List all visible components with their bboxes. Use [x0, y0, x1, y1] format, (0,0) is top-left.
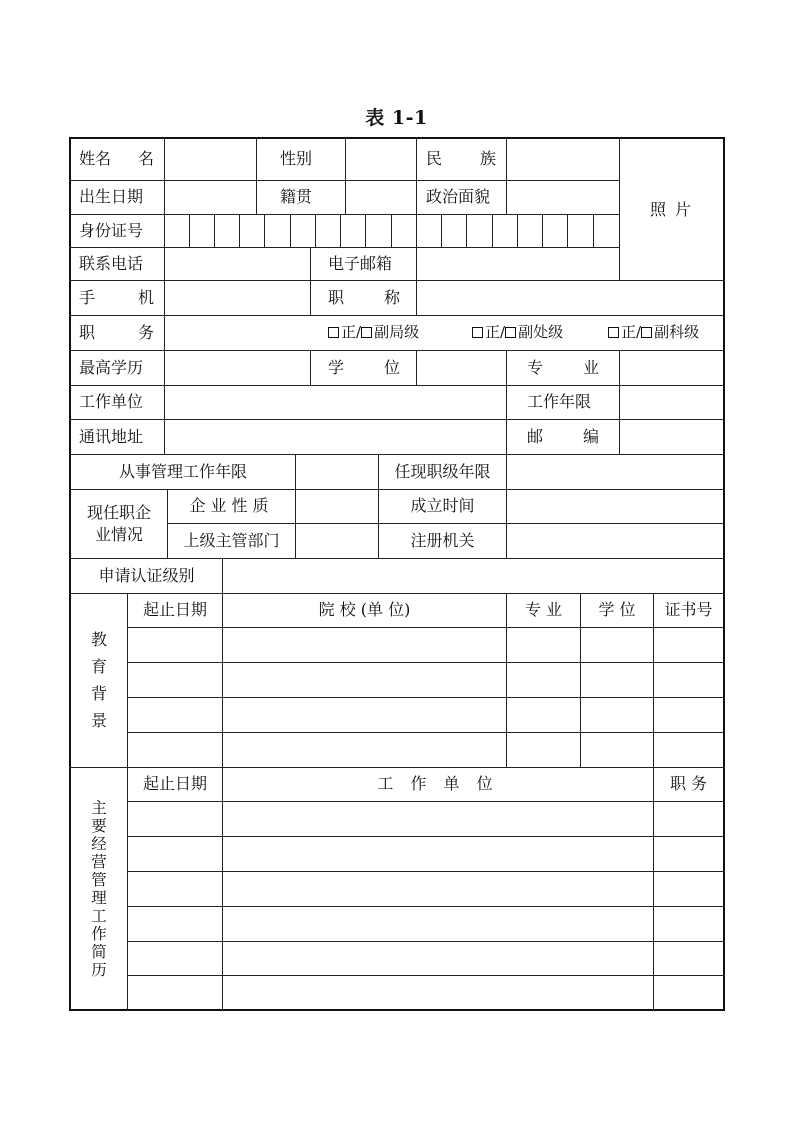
checkbox-icon[interactable]: [361, 327, 372, 338]
label-postcode: 邮 编: [527, 426, 599, 446]
checkbox-icon[interactable]: [505, 327, 516, 338]
label-email: 电子邮箱: [328, 253, 393, 273]
work-row-3[interactable]: [128, 872, 723, 906]
label-address: 通讯地址: [79, 426, 144, 446]
work-row-5[interactable]: [128, 942, 723, 975]
education-section-label: 教 育 背 景: [90, 629, 107, 730]
label-education: 最高学历: [79, 357, 144, 377]
checkbox-icon[interactable]: [608, 327, 619, 338]
label-mgmt-years: 从事管理工作年限: [118, 461, 247, 481]
founded-field[interactable]: [507, 490, 723, 523]
label-founded: 成立时间: [410, 496, 475, 515]
work-header-position: 职 务: [669, 774, 708, 793]
work-row-6[interactable]: [128, 976, 723, 1009]
edu-header-cert: 证书号: [664, 600, 713, 619]
checkbox-icon[interactable]: [328, 327, 339, 338]
label-superior-dept: 上级主管部门: [183, 530, 280, 550]
label-major: 专 业: [527, 357, 599, 377]
label-rank-years: 任现职级年限: [394, 461, 491, 481]
label-birth-date: 出生日期: [79, 187, 144, 206]
major-field[interactable]: [620, 351, 723, 385]
work-row-4[interactable]: [128, 907, 723, 941]
position-option-bureau[interactable]: 正/ 副局级: [328, 315, 468, 350]
native-place-field[interactable]: [346, 181, 415, 214]
email-field[interactable]: [417, 248, 618, 280]
photo-box[interactable]: [620, 139, 723, 280]
position-option-division[interactable]: 正/ 副处级: [472, 315, 602, 350]
birth-date-field[interactable]: [165, 181, 255, 214]
form-title: 表 1-1: [365, 107, 428, 129]
degree-field[interactable]: [417, 351, 505, 385]
edu-header-degree: 学 位: [598, 600, 636, 619]
ethnicity-field[interactable]: [507, 138, 618, 180]
label-employer: 工作单位: [79, 392, 144, 411]
edu-header-dates: 起止日期: [142, 600, 207, 619]
phone-field[interactable]: [165, 248, 309, 280]
postcode-field[interactable]: [620, 420, 723, 454]
label-position: 职 务: [79, 322, 154, 342]
edu-header-school: 院 校 (单 位): [318, 600, 411, 619]
position-field[interactable]: [165, 316, 309, 350]
label-political-status: 政治面貌: [426, 187, 491, 206]
mobile-field[interactable]: [165, 281, 309, 315]
checkbox-icon[interactable]: [641, 327, 652, 338]
edu-row-2[interactable]: [128, 663, 723, 697]
work-row-2[interactable]: [128, 837, 723, 871]
label-gender: 性别: [280, 148, 313, 168]
superior-dept-field[interactable]: [296, 524, 377, 558]
edu-row-4[interactable]: [128, 733, 723, 767]
checkbox-icon[interactable]: [472, 327, 483, 338]
edu-header-major: 专 业: [524, 600, 563, 619]
edu-row-3[interactable]: [128, 698, 723, 732]
edu-row-1[interactable]: [128, 628, 723, 662]
label-id-number: 身份证号: [79, 220, 144, 240]
label-phone: 联系电话: [79, 253, 144, 273]
rank-years-field[interactable]: [507, 455, 723, 489]
work-years-field[interactable]: [620, 386, 723, 419]
photo-label: 照 片: [649, 199, 694, 219]
education-field[interactable]: [165, 351, 309, 385]
label-native-place: 籍贯: [280, 187, 313, 206]
name-field[interactable]: [165, 138, 255, 180]
work-row-1[interactable]: [128, 802, 723, 836]
label-degree: 学 位: [328, 357, 400, 377]
cert-level-field[interactable]: [223, 559, 723, 593]
work-section-label: 主 要 经 营 管 理 工 作 简 历: [91, 799, 107, 979]
label-name: 姓名 名: [79, 148, 154, 168]
label-company-nature: 企业性质: [189, 496, 274, 515]
work-header-dates: 起止日期: [142, 774, 207, 793]
company-nature-field[interactable]: [296, 490, 377, 523]
address-field[interactable]: [165, 420, 505, 454]
title-rank-field[interactable]: [417, 281, 723, 315]
position-option-section[interactable]: 正/ 副科级: [608, 315, 723, 350]
label-registry: 注册机关: [410, 530, 475, 550]
label-work-years: 工作年限: [527, 392, 592, 411]
registry-field[interactable]: [507, 524, 723, 558]
label-ethnicity: 民 族: [426, 148, 496, 168]
label-current-company: 现任职企 业情况: [86, 502, 151, 544]
gender-field[interactable]: [346, 138, 415, 180]
label-title-rank: 职 称: [328, 287, 400, 307]
employer-field[interactable]: [165, 386, 505, 419]
label-cert-level: 申请认证级别: [98, 565, 195, 585]
label-mobile: 手 机: [79, 287, 154, 307]
mgmt-years-field[interactable]: [296, 455, 377, 489]
id-number-field[interactable]: [165, 215, 618, 247]
work-header-employer: 工 作 单 位: [377, 774, 499, 793]
political-status-field[interactable]: [507, 181, 618, 214]
